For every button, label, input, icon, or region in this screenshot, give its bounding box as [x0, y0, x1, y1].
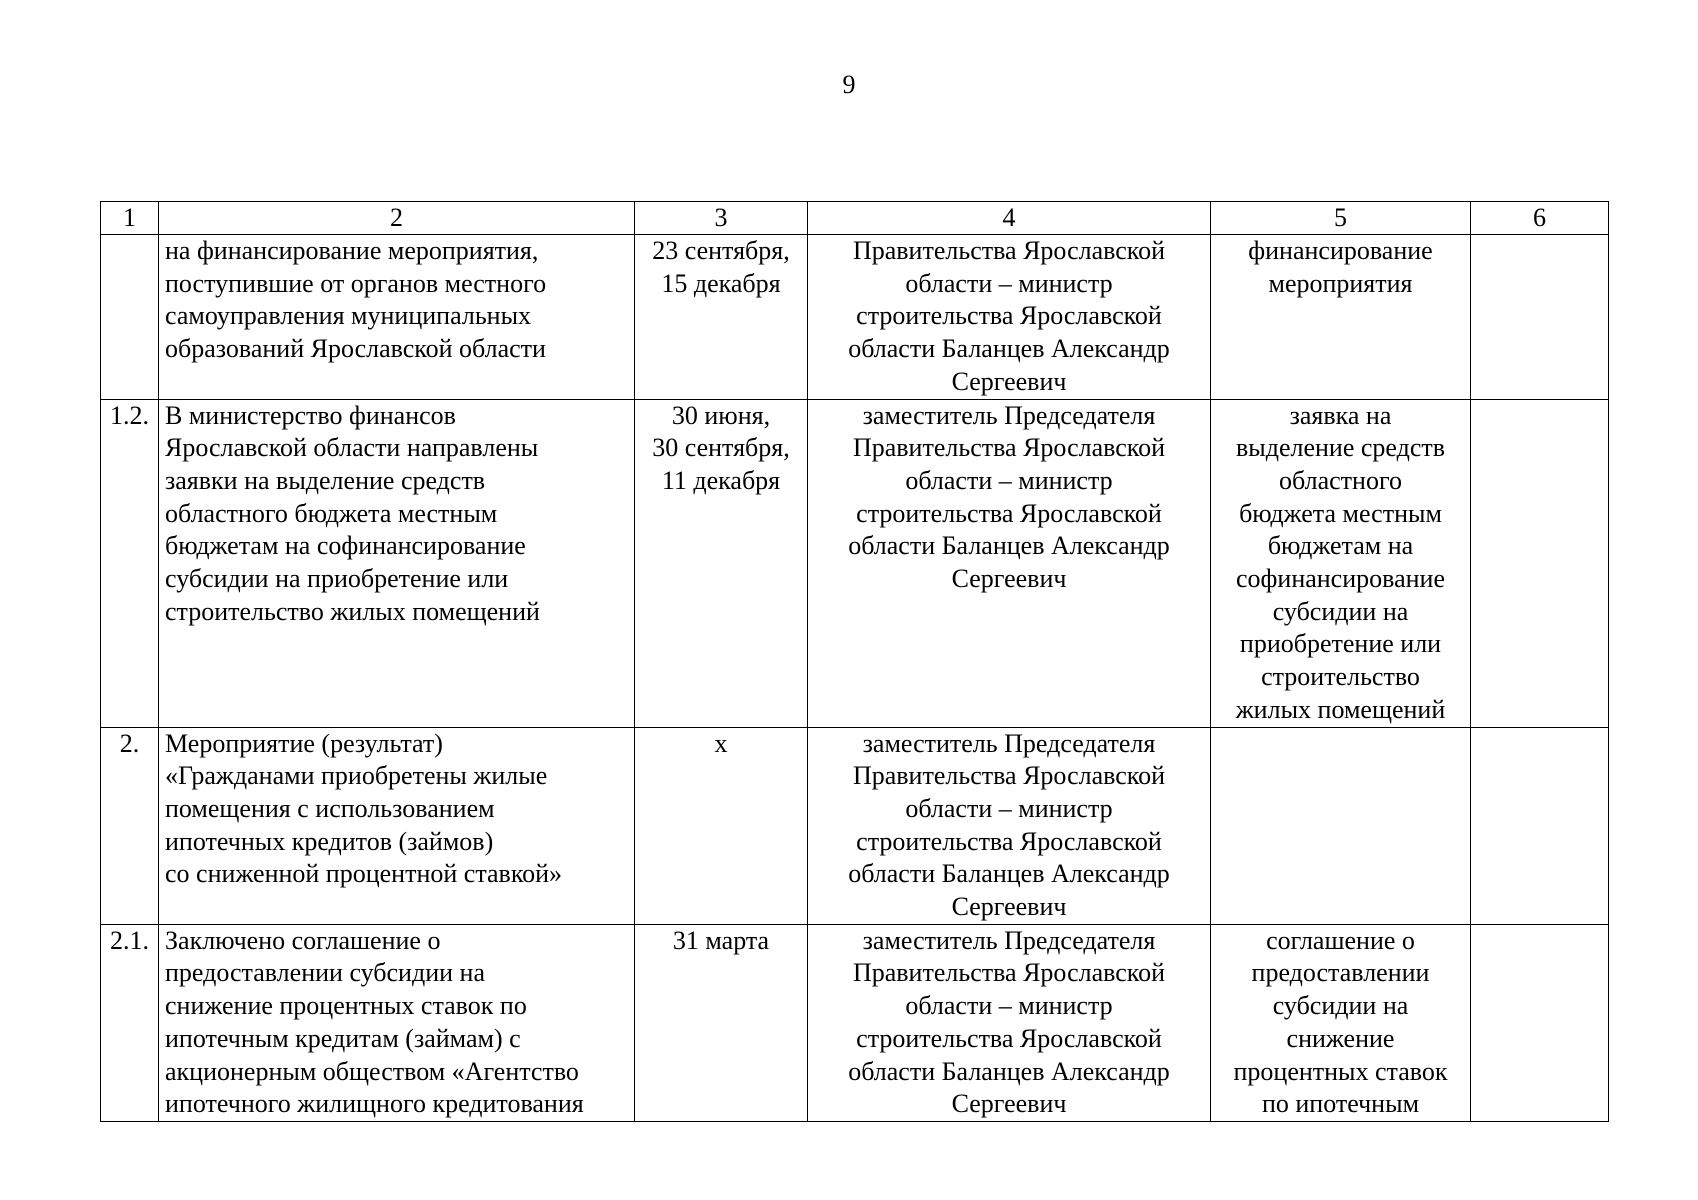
row-number	[101, 235, 159, 400]
row-document: заявка на выделение средств областного бюджета местным бюджетам на софинансирование субсидии на приобретение или строительство жилых помещений	[1211, 399, 1471, 727]
row-note	[1471, 924, 1609, 1121]
column-header: 3	[635, 202, 808, 235]
table-row	[101, 235, 1609, 400]
column-header: 6	[1471, 202, 1609, 235]
column-header: 2	[159, 202, 635, 235]
table-row	[101, 727, 1609, 924]
row-date: 23 сентября, 15 декабря	[635, 235, 808, 400]
row-document: соглашение о предоставлении субсидии на снижение процентных ставок по ипотечным	[1211, 924, 1471, 1121]
row-number: 1.2.	[101, 399, 159, 727]
row-responsible: заместитель Председателя Правительства Ярославской области – министр строительства Ярославской области Баланцев Александр Сергеевич	[808, 399, 1211, 727]
row-responsible: заместитель Председателя Правительства Ярославской области – министр строительства Ярославской области Баланцев Александр Сергеевич	[808, 727, 1211, 924]
column-header: 1	[101, 202, 159, 235]
row-document	[1211, 727, 1471, 924]
table-header-row	[101, 202, 1609, 235]
row-description: Заключено соглашение о предоставлении субсидии на снижение процентных ставок по ипотечным кредитам (займам) с акционерным обществом «Агентство ипотечного жилищного кредитования	[159, 924, 635, 1121]
row-document: финансирование мероприятия	[1211, 235, 1471, 400]
row-note	[1471, 727, 1609, 924]
row-description: на финансирование мероприятия, поступившие от органов местного самоуправления муниципальных образований Ярославской области	[159, 235, 635, 400]
column-header: 5	[1211, 202, 1471, 235]
row-date: 30 июня, 30 сентября, 11 декабря	[635, 399, 808, 727]
row-date: 31 марта	[635, 924, 808, 1121]
row-number: 2.1.	[101, 924, 159, 1121]
row-note	[1471, 235, 1609, 400]
table-row	[101, 924, 1609, 1121]
row-description: Мероприятие (результат) «Гражданами приобретены жилые помещения с использованием ипотечных кредитов (займов) со сниженной процентной ставкой»	[159, 727, 635, 924]
column-header: 4	[808, 202, 1211, 235]
table-row	[101, 399, 1609, 727]
row-number: 2.	[101, 727, 159, 924]
row-responsible: заместитель Председателя Правительства Ярославской области – министр строительства Ярославской области Баланцев Александр Сергеевич	[808, 924, 1211, 1121]
row-description: В министерство финансов Ярославской области направлены заявки на выделение средств областного бюджета местным бюджетам на софинансирование субсидии на приобретение или строительство жилых помещений	[159, 399, 635, 727]
row-note	[1471, 399, 1609, 727]
row-responsible: Правительства Ярославской области – министр строительства Ярославской области Баланцев Александр Сергеевич	[808, 235, 1211, 400]
plan-table	[100, 201, 1609, 1122]
row-date: х	[635, 727, 808, 924]
page-number: 9	[842, 70, 856, 99]
